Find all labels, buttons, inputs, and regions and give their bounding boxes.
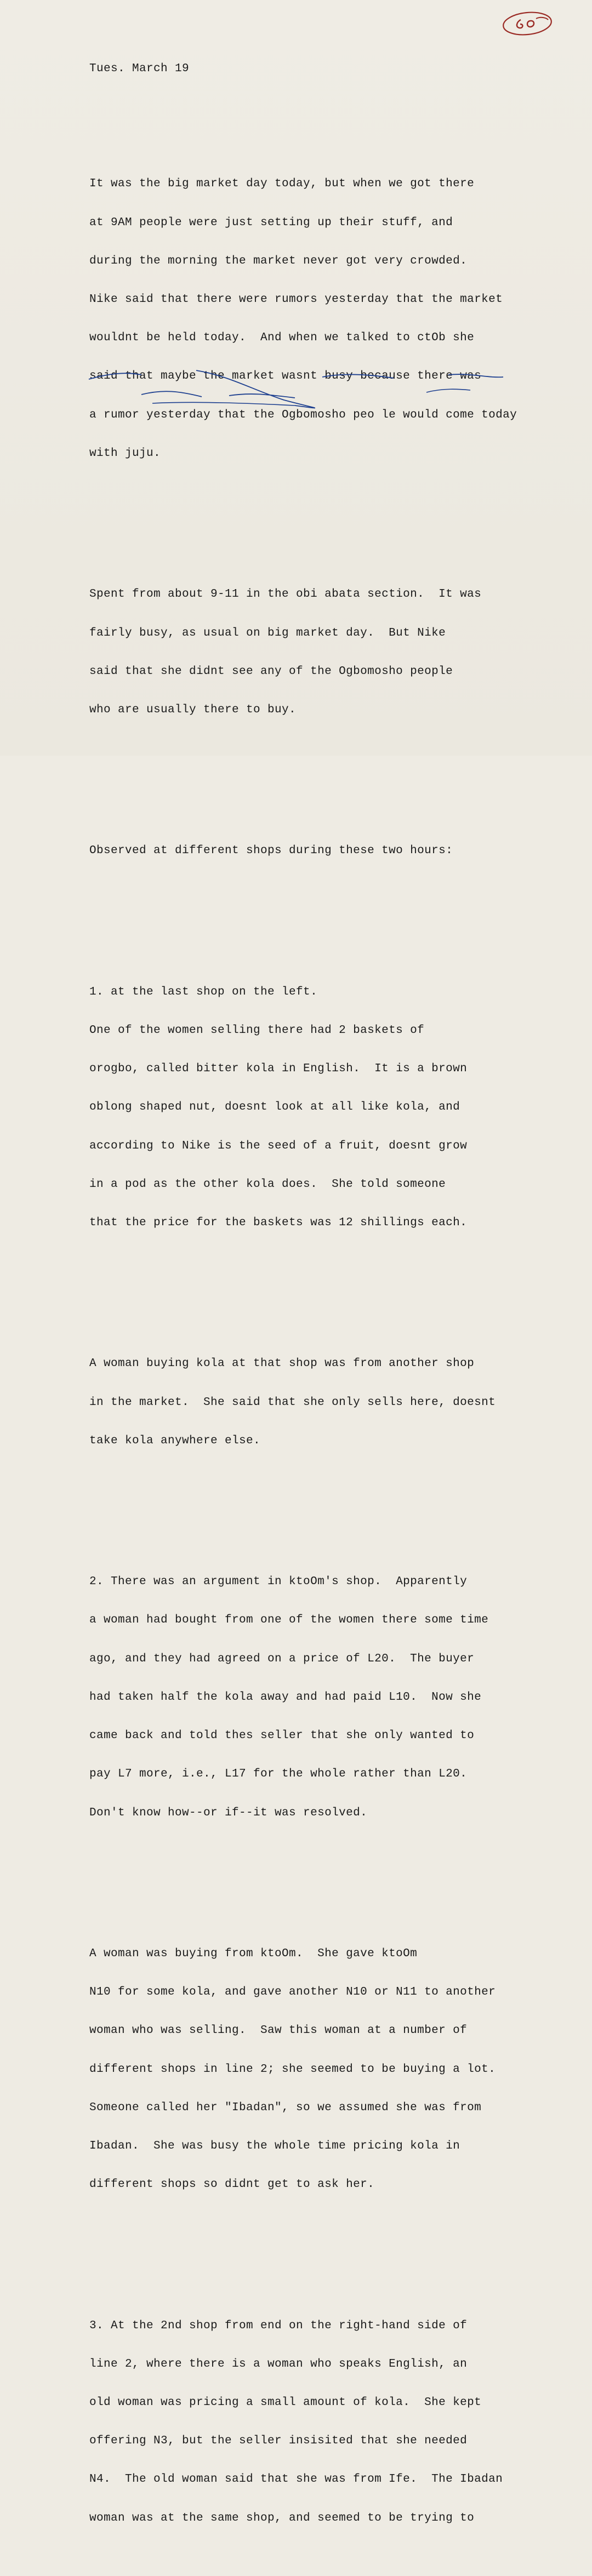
text-line: during the morning the market never got very crowded.: [89, 254, 468, 267]
paragraph-item-1: [89, 960, 583, 1255]
text-line: Observed at different shops during these two hours:: [89, 844, 453, 858]
paragraph-item-3: [89, 2294, 583, 2550]
text-line: woman was at the same shop, and seemed to be trying to: [89, 2511, 475, 2524]
text-line: according to Nike is the seed of a fruit, doesnt grow: [89, 1139, 468, 1152]
text-line: that the price for the baskets was 12 shillings each.: [89, 1216, 468, 1229]
text-line: wouldnt be held today. And when we talked to ctOb she: [89, 332, 475, 345]
text-line: Nike said that there were rumors yesterday that the market: [89, 293, 503, 306]
circled-number-mark: [502, 11, 555, 36]
paragraph-obi-abata: [89, 562, 583, 742]
paragraph-observed: [89, 819, 583, 883]
text-line: ago, and they had agreed on a price of L20. The buyer: [89, 1652, 475, 1665]
text-line: N10 for some kola, and gave another N10 or N11 to another: [89, 1986, 496, 1999]
text-line: Someone called her "Ibadan", so we assumed she was from: [89, 2101, 482, 2114]
text-line: with juju.: [89, 447, 161, 460]
paragraph-struck-out: [89, 1332, 583, 1473]
text-line: different shops so didnt get to ask her.: [89, 2178, 375, 2191]
text-line: 2. There was an argument in ktoOm's shop. Apparently: [89, 1575, 468, 1589]
text-line: One of the women selling there had 2 baskets of: [89, 1024, 425, 1037]
text-line: A woman was buying from ktoOm. She gave ktoOm: [89, 1947, 418, 1960]
text-line: said that she didnt see any of the Ogbomosho people: [89, 665, 453, 678]
page-number-stamp: [502, 11, 555, 36]
handwritten-strikethrough: [87, 367, 536, 416]
text-line: who are usually there to buy.: [89, 703, 297, 716]
text-line: orogbo, called bitter kola in English. It is a brown: [89, 1063, 468, 1076]
text-line: fairly busy, as usual on big market day. But Nike: [89, 626, 446, 639]
text-line: 1. at the last shop on the left.: [89, 985, 318, 998]
text-line: offering N3, but the seller insisited that she needed: [89, 2435, 468, 2448]
date-heading: Tues. March 19: [89, 62, 190, 75]
text-line: It was the big market day today, but when we got there: [89, 178, 475, 191]
text-line: Don't know how--or if--it was resolved.: [89, 1806, 368, 1819]
text-line: 3. At the 2nd shop from end on the right-hand side of: [89, 2319, 468, 2332]
text-line: a woman had bought from one of the women there some time: [89, 1614, 489, 1627]
text-line: A woman buying kola at that shop was from another shop: [89, 1357, 475, 1370]
text-line: said that maybe the market wasnt busy because there was: [89, 370, 482, 383]
text-line: different shops in line 2; she seemed to be buying a lot.: [89, 2063, 496, 2076]
text-line: old woman was pricing a small amount of kola. She kept: [89, 2396, 482, 2409]
text-line: N4. The old woman said that she was from Ife. The Ibadan: [89, 2473, 503, 2486]
paragraph-ibadan-woman: [89, 1922, 583, 2217]
paragraph-market-day: [89, 152, 583, 486]
text-line: line 2, where there is a woman who speaks English, an: [89, 2357, 468, 2371]
text-line: woman who was selling. Saw this woman at a number of: [89, 2024, 468, 2037]
text-line: a rumor yesterday that the Ogbomosho peo le would come today: [89, 408, 517, 421]
text-line: oblong shaped nut, doesnt look at all like kola, and: [89, 1101, 460, 1114]
paragraph-item-2: [89, 1550, 583, 1844]
text-line: in a pod as the other kola does. She told someone: [89, 1178, 446, 1191]
text-line: at 9AM people were just setting up their stuff, and: [89, 216, 453, 229]
text-line: Spent from about 9-11 in the obi abata section. It was: [89, 588, 482, 601]
text-line: Ibadan. She was busy the whole time pricing kola in: [89, 2139, 460, 2152]
typed-text-block: [89, 37, 583, 2576]
text-line: pay L7 more, i.e., L17 for the whole rather than L20.: [89, 1768, 468, 1781]
text-line: take kola anywhere else.: [89, 1434, 261, 1447]
text-line: in the market. She said that she only sells here, doesnt: [89, 1396, 496, 1409]
text-line: came back and told thes seller that she only wanted to: [89, 1729, 475, 1743]
text-line: had taken half the kola away and had paid L10. Now she: [89, 1690, 482, 1704]
